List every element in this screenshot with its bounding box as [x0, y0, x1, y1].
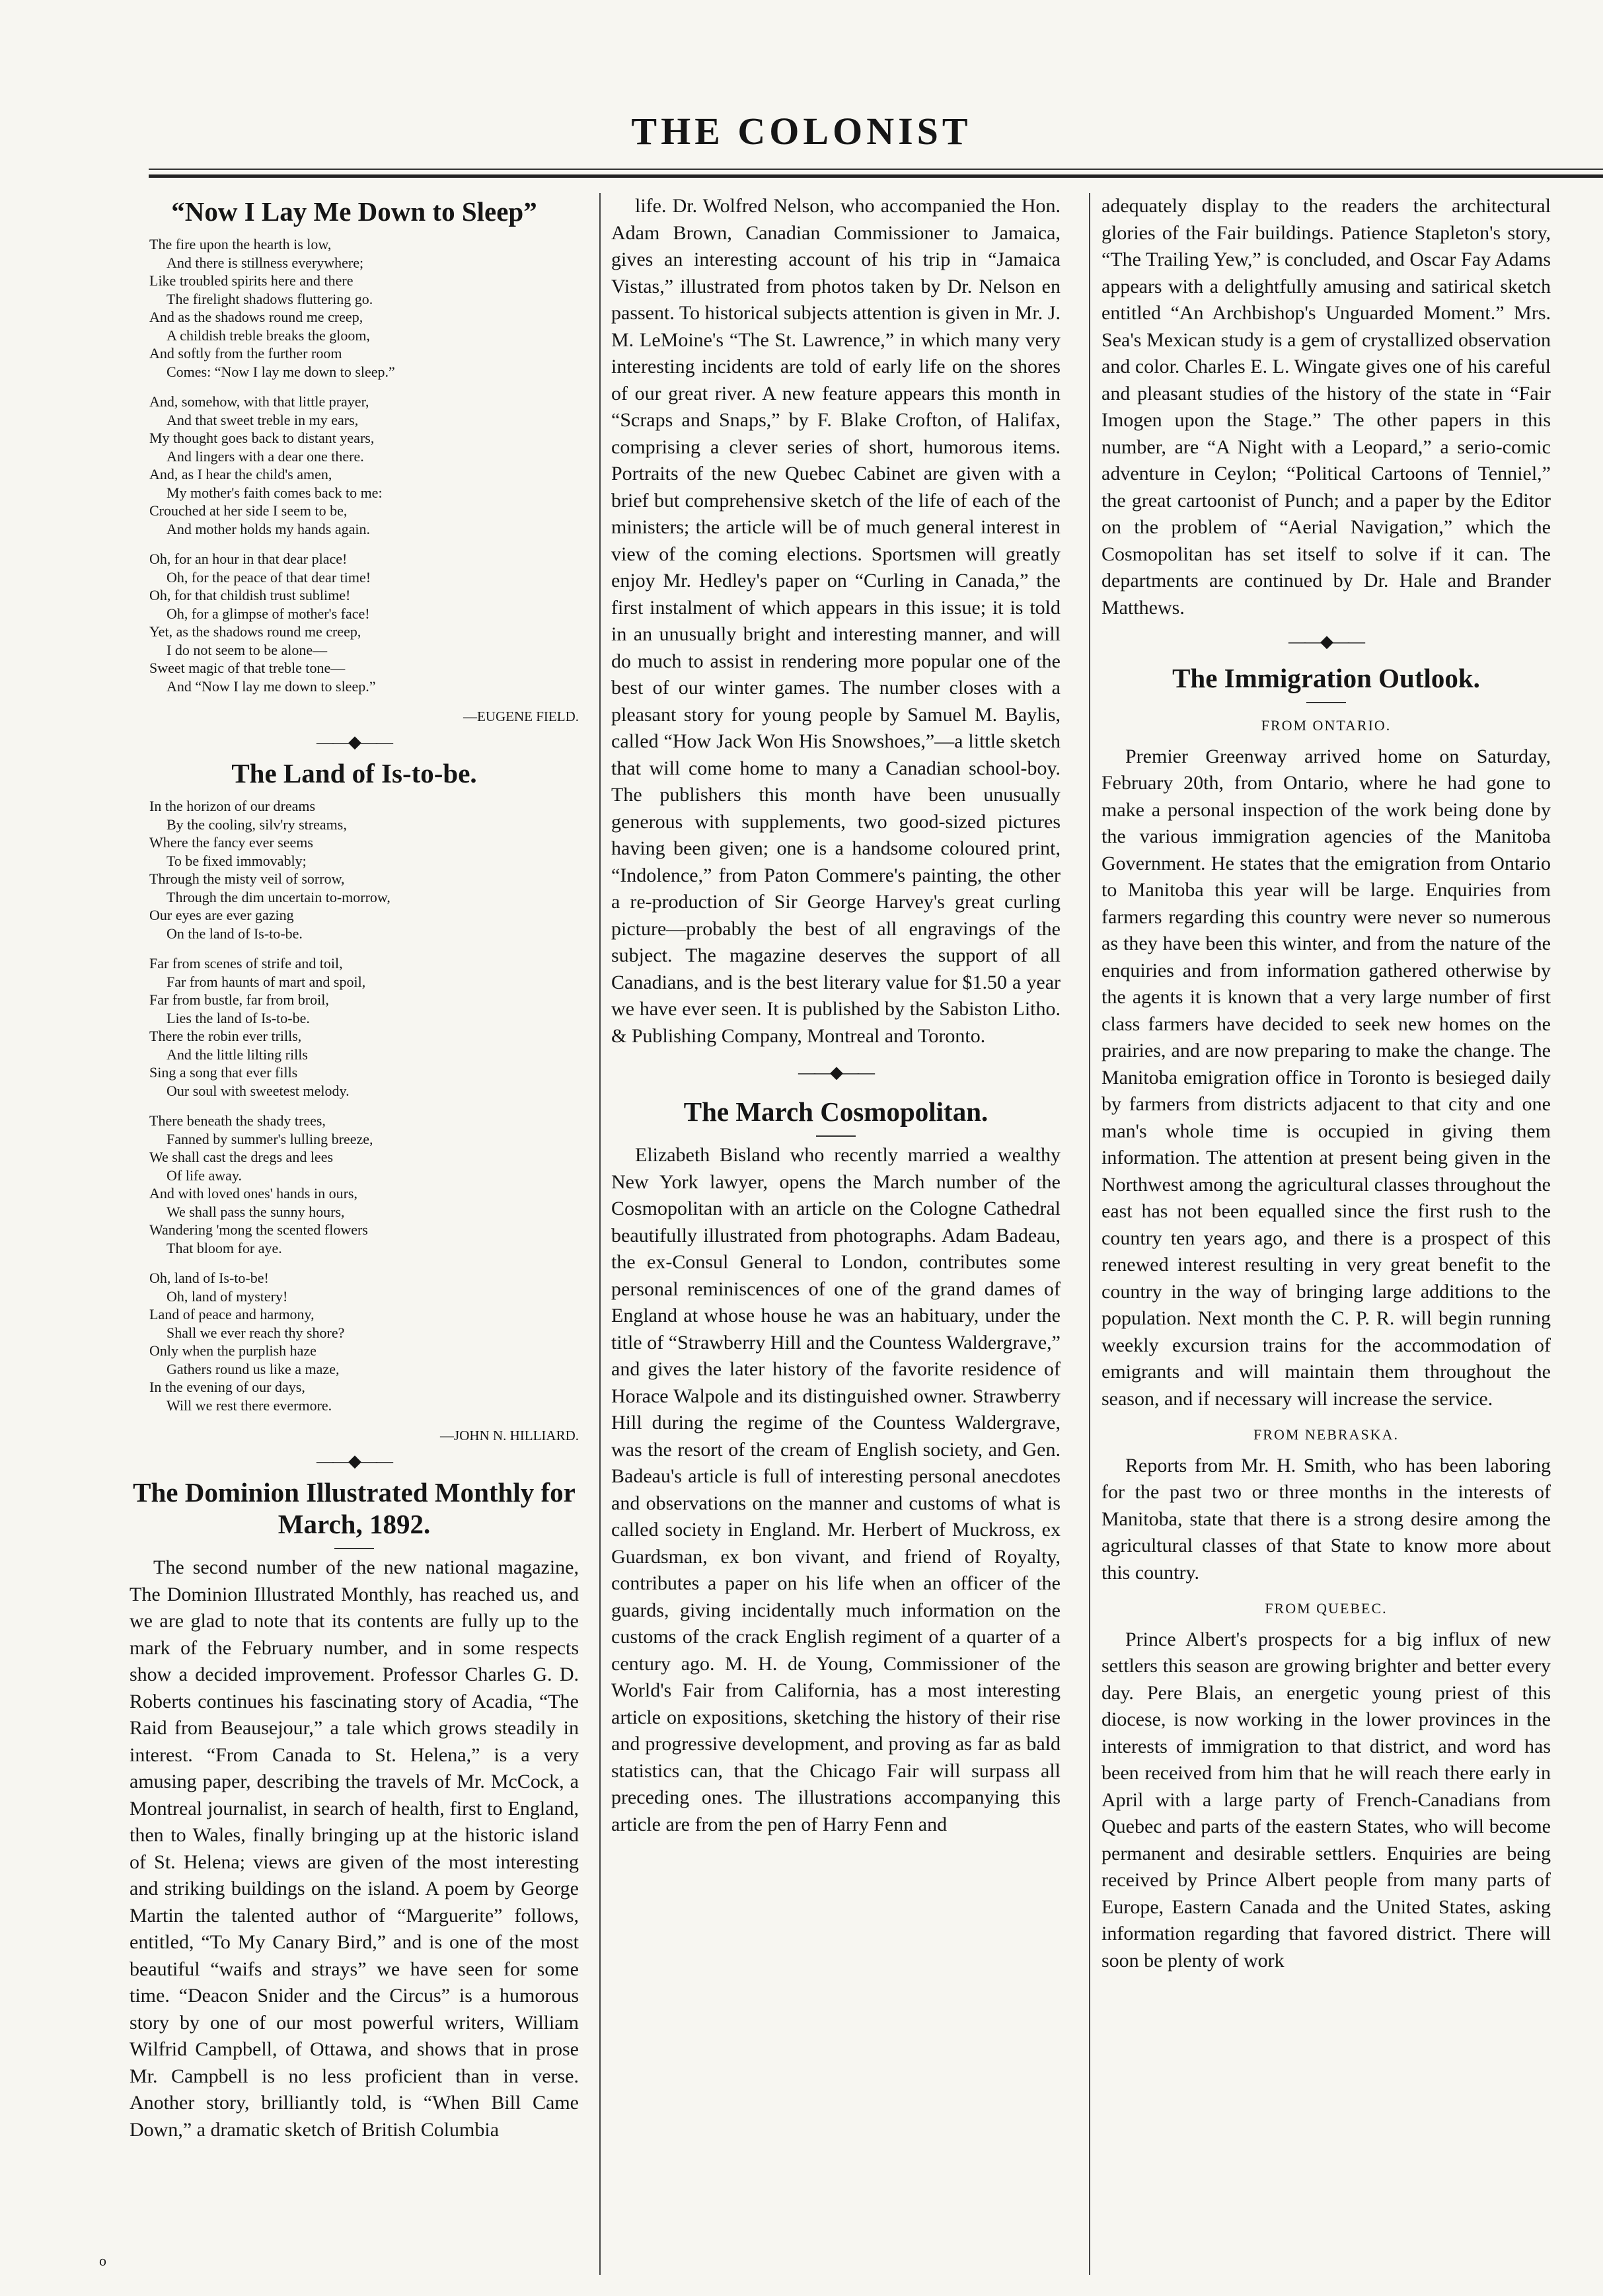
poem-stanza [149, 393, 579, 538]
page-mark: o [99, 2252, 106, 2269]
poem-line: Gathers round us like a maze, [167, 1360, 340, 1377]
poem-line: In the evening of our days, [149, 1379, 305, 1395]
section-subheading: FROM ONTARIO. [1261, 717, 1392, 734]
poem-line: Only when the purplish haze [149, 1342, 317, 1359]
poem-line: Far from haunts of mart and spoil, [167, 973, 366, 990]
poem-title: “Now I Lay Me Down to Sleep” [171, 196, 537, 227]
section-separator: ——◆—— [798, 1063, 874, 1082]
poem-line: Sweet magic of that treble tone— [149, 660, 346, 676]
poem-line: Wandering 'mong the scented flowers [149, 1221, 368, 1238]
poem-line: Yet, as the shadows round me creep, [149, 623, 361, 640]
poem-line: Through the dim uncertain to-morrow, [167, 888, 391, 905]
section-subheading: FROM QUEBEC. [1265, 1600, 1388, 1617]
poem-line: I do not seem to be alone— [167, 641, 328, 658]
poem-line: Our eyes are ever gazing [149, 907, 294, 923]
poem-line: Will we rest there evermore. [167, 1397, 332, 1414]
column-3 [1101, 193, 1551, 2275]
masthead-rule-thick [149, 174, 1603, 178]
article-paragraph: Prince Albert's prospects for a big influx of new settlers this season are growing brighter and better every day. Pere Blais, an energetic young priest of this diocese, is now working in the lower provinces in the interests of immigration to that district, and word has been received from him that he will reach there early in April with a large party of French-Canadians from Quebec and parts of the eastern States, who will become permanent and desirable settlers. Enquiries are being received by Prince Albert people from many parts of Europe, Eastern Canada and the United States, asking information regarding that favored district. There will soon be plenty of work [1101, 1628, 1551, 1971]
poem-line: And there is stillness everywhere; [167, 254, 364, 271]
poem-line: My thought goes back to distant years, [149, 430, 375, 446]
poem-line: And, as I hear the child's amen, [149, 466, 332, 482]
poem-line: Like troubled spirits here and there [149, 272, 354, 289]
poem-line: And the little lilting rills [167, 1046, 308, 1063]
poem-line: Land of peace and harmony, [149, 1306, 315, 1322]
article-paragraph: Elizabeth Bisland who recently married a wealthy New York lawyer, opens the March number of the Cosmopolitan with an article on the Cologne Cathedral beautifully illustrated from photographs. Adam Badeau, the ex-Consul General to London, contributes some personal reminiscences of one of the grand dames of England at whose house he was an habituary, under the title of “Strawberry Hill and the Countess Waldergrave,” and gives the later history of the favorite residence of Horace Walpole and its distinguished owner. Strawberry Hill during the regime of the Countess Waldergrave, was the resort of the cream of English society, and Gen. Badeau's article is full of interesting personal anecdotes and observations on the manner and customs of what is called society in England. Mr. Herbert of Muckross, ex Guardsman, ex bon vivant, and friend of Royalty, contributes a paper on his life when an officer of the guards, giving incidentally much information on the customs of the crack English regiment of a quarter of a century ago. M. H. de Young, Commissioner of the World's Fair from California, has a most interesting article on expositions, sketching the history of their rise and progressive development, and proving as far as bald statistics can, that the Chicago Fair will surpass all preceding ones. The illustrations accompanying this article are from the pen of Harry Fenn and [611, 1144, 1061, 1835]
poem-line: Sing a song that ever fills [149, 1064, 298, 1081]
poem-line: And lingers with a dear one there. [167, 447, 364, 465]
poem [149, 797, 579, 1414]
poem-line: Where the fancy ever seems [149, 834, 313, 851]
masthead: THE COLONIST [631, 110, 972, 153]
poem-author: —JOHN N. HILLIARD. [440, 1428, 579, 1443]
poem-line: In the horizon of our dreams [149, 798, 316, 814]
article-title: The March Cosmopolitan. [683, 1096, 988, 1127]
poem-line: And that sweet treble in my ears, [167, 411, 359, 428]
poem-line: And with loved ones' hands in ours, [149, 1185, 357, 1202]
section-separator: ——◆—— [317, 1451, 392, 1471]
poem-line: Oh, land of mystery! [167, 1287, 288, 1305]
poem-line: Lies the land of Is-to-be. [167, 1009, 310, 1026]
poem-line: There the robin ever trills, [149, 1028, 302, 1044]
poem-line: Crouched at her side I seem to be, [149, 502, 348, 519]
poem-line: That bloom for aye. [167, 1239, 282, 1256]
poem-line: Comes: “Now I lay me down to sleep.” [167, 363, 395, 380]
poem-line: There beneath the shady trees, [149, 1112, 326, 1129]
poem-stanza [149, 797, 579, 942]
article-paragraph: The second number of the new national magazine, The Dominion Illustrated Monthly, has reached us, and we are glad to note that its contents are fully up to the mark of the February number, and in some respects show a decided improvement. Professor Charles G. D. Roberts continues his fascinating story of Acadia, “The Raid from Beausejour,” a tale which grows steadily in interest. “From Canada to St. Helena,” is a very amusing paper, describing the travels of Mr. McCock, a Montreal journalist, in search of health, first to England, then to Wales, finally bringing up at the historic island of St. Helena; views are given of the most interesting and striking buildings on the island. A poem by George Martin the talented author of “Marguerite” follows, entitled, “To My Canary Bird,” and is one of the most beautiful “waifs and strays” we have seen for some time. “Deacon Snider and the Circus” is a humorous story by one of our most powerful writers, William Wilfrid Campbell, of Ottawa, and shows that in prose Mr. Campbell is no less proficient than in verse. Another story, brilliantly told, is “When Bill Came Down,” a dramatic sketch of British Columbia [130, 1556, 579, 2141]
poem-line: Of life away. [167, 1167, 242, 1184]
poem-line: On the land of Is-to-be. [167, 925, 303, 942]
poem-line: Oh, for a glimpse of mother's face! [167, 605, 370, 622]
poem-line: Far from scenes of strife and toil, [149, 955, 343, 972]
column-2 [611, 193, 1061, 2275]
poem-line: And mother holds my hands again. [167, 520, 370, 537]
poem-line: And “Now I lay me down to sleep.” [167, 677, 376, 695]
poem-line: Shall we ever reach thy shore? [167, 1324, 345, 1341]
poem-line: Oh, for an hour in that dear place! [149, 551, 348, 567]
article-paragraph: adequately display to the readers the architectural glories of the Fair buildings. Patience Stapleton's story, “The Trailing Yew,” is concluded, and Oscar Fay Adams appears with a delightfully amusing and satirical sketch entitled “An Archbishop's Unguarded Moment.” Mrs. Sea's Mexican study is a gem of crystallized observation and color. Charles E. L. Wingate gives one of his careful and pleasant studies of the history of the state in “Fair Imogen upon the Stage.” The other papers in this number, are “A Night with a Leopard,” a serio-comic adventure in Ceylon; “Political Cartoons of Tenniel,” the great cartoonist of Punch; and a paper by the Editor on the problem of “Aerial Navigation,” which the Cosmopolitan has set itself to solve if it can. The departments are continued by Dr. Hale and Brander Matthews. [1101, 195, 1551, 619]
poem-line: Through the misty veil of sorrow, [149, 870, 345, 887]
column-divider [599, 193, 601, 2275]
poem [149, 235, 579, 695]
masthead-rule-thin [149, 169, 1603, 170]
poem-stanza [149, 954, 579, 1100]
article-title: The Immigration Outlook. [1172, 663, 1480, 693]
article-paragraph: life. Dr. Wolfred Nelson, who accompanied the Hon. Adam Brown, Canadian Commissioner to Jamaica, gives an interesting account of his trip in “Jamaica Vistas,” illustrated from photos taken by Dr. Nelson en passent. To historical subjects attention is given in Mr. J. M. LeMoine's “The St. Lawrence,” in which many very interesting incidents are told of early life on the shores of our great river. A new feature appears this month in “Scraps and Snaps,” by F. Blake Crofton, of Halifax, comprising a clever series of short, humorous items. Portraits of the new Quebec Cabinet are given with a brief but comprehensive sketch of the life of each of the ministers; the article will be of much general interest in view of the coming elections. Sportsmen will greatly enjoy Mr. Hedley's paper on “Curling in Canada,” the first instalment of which appears in this issue; it is told in an unusually bright and interesting manner, and will do much to assist in rendering more popular one of the best of our winter games. The number closes with a pleasant story for young people by Samuel M. Baylis, called “How Jack Won His Snowshoes,”—a little sketch that will come home to many a Canadian school-boy. The publishers this month have been unusually generous with supplements, two good-sized pictures having been given; one is a handsome coloured print, “Indolence,” from Paton Commere's painting, the other a re-production of Sir George Harvey's great curling picture—probably the best of all engravings of the subject. The magazine deserves the support of all Canadians, and is the best literary value for $1.50 a year we have ever seen. It is published by the Sabiston Litho. & Publishing Company, Montreal and Toronto. [611, 195, 1061, 1047]
poem-line: Oh, land of Is-to-be! [149, 1270, 269, 1286]
poem-line: A childish treble breaks the gloom, [167, 326, 370, 344]
poem-line: Oh, for that childish trust sublime! [149, 587, 351, 603]
poem-stanza [149, 235, 579, 381]
poem-line: To be fixed immovably; [167, 852, 307, 869]
title-rule [1306, 702, 1346, 703]
poem-line: The fire upon the hearth is low, [149, 236, 332, 252]
article-title: The Dominion Illustrated Monthly for March, 1892. [133, 1477, 576, 1539]
poem-line: We shall pass the sunny hours, [167, 1203, 345, 1220]
column-1 [130, 193, 579, 2275]
title-rule [334, 1548, 374, 1549]
poem-line: By the cooling, silv'ry streams, [167, 816, 347, 833]
poem-line: And, somehow, with that little prayer, [149, 393, 369, 410]
poem-line: Our soul with sweetest melody. [167, 1082, 350, 1099]
poem-line: Oh, for the peace of that dear time! [167, 568, 371, 586]
poem-title: The Land of Is-to-be. [231, 758, 477, 788]
poem-line: The firelight shadows fluttering go. [167, 290, 373, 307]
poem-line: And softly from the further room [149, 345, 342, 362]
section-subheading: FROM NEBRASKA. [1253, 1426, 1399, 1443]
poem-stanza [149, 1112, 579, 1257]
poem-line: My mother's faith comes back to me: [167, 484, 383, 501]
poem-stanza [149, 1269, 579, 1414]
poem-line: And as the shadows round me creep, [149, 309, 363, 325]
section-separator: ——◆—— [317, 732, 392, 751]
title-rule [816, 1135, 856, 1137]
poem-line: Far from bustle, far from broil, [149, 991, 329, 1008]
poem-line: Fanned by summer's lulling breeze, [167, 1130, 373, 1147]
poem-author: —EUGENE FIELD. [463, 708, 579, 724]
article-paragraph: Reports from Mr. H. Smith, who has been laboring for the past two or three months in the interests of Manitoba, state that there is a strong desire among the agricultural classes of that State to know more about this country. [1101, 1454, 1551, 1584]
article-paragraph: Premier Greenway arrived home on Saturday, February 20th, from Ontario, where he had gone to make a personal inspection of the work being done by the various immigration agencies of the Manitoba Government. He states that the emigration from Ontario to Manitoba this year will be large. Enquiries from farmers regarding this country were never so numerous as they have been this winter, and from the nature of the enquiries and from information gathered otherwise by the agents it is known that a very large number of first class farmers have decided to seek new homes on the prairies, and are now preparing to make the change. The Manitoba emigration office in Toronto is besieged daily by farmers from districts adjacent to that city and one man's whole time is occupied in giving them information. The attention at present being given in the Northwest among the agricultural classes throughout the east has not been equalled since the first rush to the country ten years ago, and there is a prospect of this renewed interest resulting in very great benefit to the country in the way of bringing large additions to the population. Next month the C. P. R. will begin running weekly excursion trains for the accommodation of emigrants and will maintain them throughout the season, and if necessary will increase the service. [1101, 745, 1551, 1410]
poem-stanza [149, 550, 579, 695]
section-separator: ——◆—— [1288, 632, 1364, 651]
poem-line: We shall cast the dregs and lees [149, 1149, 334, 1165]
column-divider [1089, 193, 1090, 2275]
